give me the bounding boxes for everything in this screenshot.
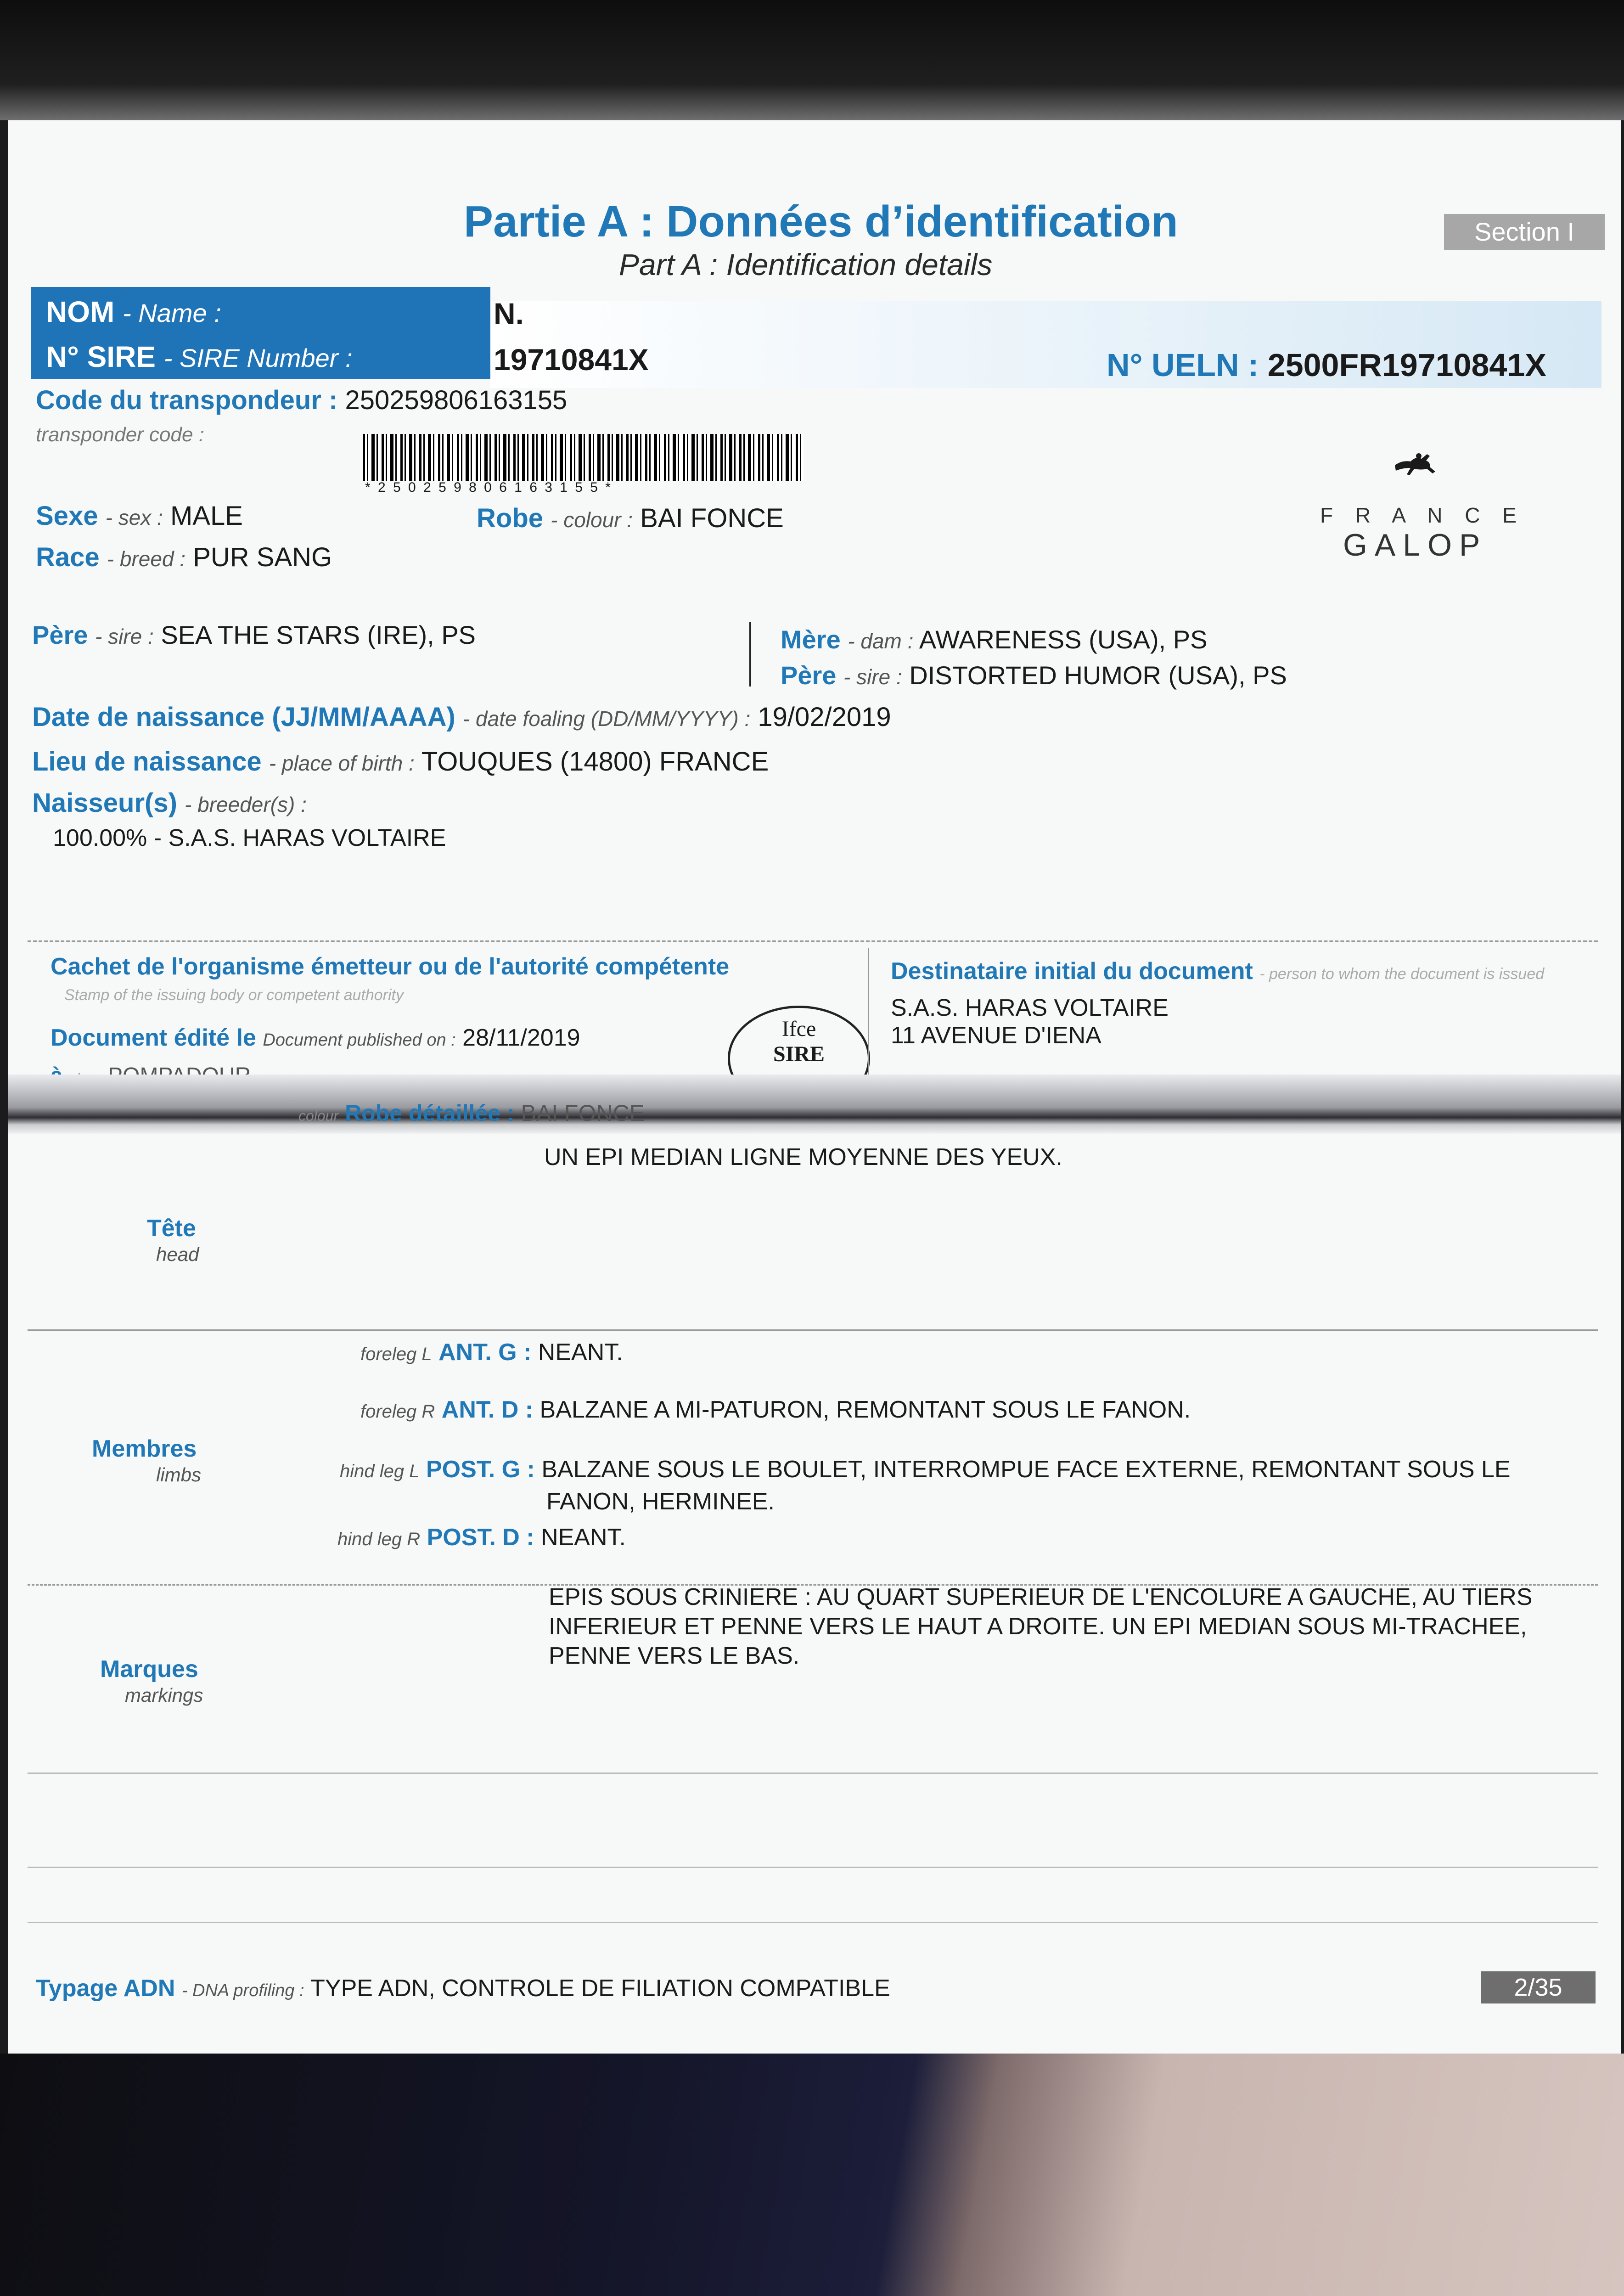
- limb-value-2-line2: FANON, HERMINEE.: [546, 1488, 775, 1515]
- limb-value-2: BALZANE SOUS LE BOULET, INTERROMPUE FACE EXTERNE, REMONTANT SOUS LE: [541, 1456, 1511, 1483]
- scan-top-edge: [0, 0, 1624, 120]
- limb-value-3: NEANT.: [541, 1524, 626, 1551]
- dna-label: Typage ADN: [36, 1975, 175, 2002]
- pedigree-divider: [749, 622, 751, 687]
- birth-place-value: TOUQUES (14800) FRANCE: [421, 747, 769, 777]
- issuer-divider: [868, 948, 869, 1077]
- published-value: 28/11/2019: [462, 1024, 580, 1051]
- section-divider: [28, 940, 1598, 942]
- dam-sire-value: DISTORTED HUMOR (USA), PS: [909, 661, 1287, 690]
- stamp-line1: Ifce: [781, 1017, 816, 1041]
- limb-code-3: POST. D :: [427, 1524, 534, 1551]
- scan-background-bottom: [0, 2054, 1624, 2296]
- head-label-en: head: [156, 1244, 199, 1265]
- recipient-label-en: - person to whom the document is issued: [1259, 965, 1545, 983]
- limbs-label-en: limbs: [156, 1464, 202, 1486]
- markings-line-2: INFERIEUR ET PENNE VERS LE HAUT A DROITE. UN EPI MEDIAN SOUS MI-TRACHEE,: [549, 1613, 1527, 1640]
- page-fold: [8, 1075, 1621, 1134]
- sire-parent-value: SEA THE STARS (IRE), PS: [161, 620, 476, 649]
- limbs-label: Membres: [92, 1435, 197, 1462]
- detailed-colour-label-en: colour: [298, 1108, 339, 1124]
- recipient-name: S.A.S. HARAS VOLTAIRE: [891, 995, 1169, 1021]
- recipient-address: 11 AVENUE D'IENA: [891, 1022, 1101, 1049]
- birth-date-label: Date de naissance (JJ/MM/AAAA): [32, 702, 455, 732]
- limb-code-0: ANT. G :: [438, 1339, 532, 1366]
- recipient-label: Destinataire initial du document: [891, 958, 1253, 985]
- colour-value: BAI FONCE: [640, 503, 784, 533]
- limb-value-0: NEANT.: [538, 1339, 623, 1366]
- ueln-label: N° UELN :: [1107, 347, 1259, 383]
- stamp-line2: SIRE: [773, 1042, 825, 1066]
- barcode-text: * 2 5 0 2 5 9 8 0 6 1 6 3 1 5 5 *: [365, 480, 613, 495]
- markings-divider-3: [28, 1922, 1598, 1923]
- limb-code-1: ANT. D :: [441, 1396, 534, 1423]
- sex-label: Sexe: [36, 501, 98, 531]
- limb-value-1: BALZANE A MI-PATURON, REMONTANT SOUS LE FANON.: [539, 1396, 1191, 1423]
- markings-label: Marques: [100, 1656, 198, 1683]
- birth-date-value: 19/02/2019: [758, 702, 891, 732]
- sex-value: MALE: [170, 501, 243, 531]
- dam-label: Mère: [781, 625, 841, 654]
- name-label: NOM: [46, 295, 115, 328]
- breeder-label-en: - breeder(s) :: [185, 793, 307, 816]
- name-label-en: - Name :: [123, 298, 221, 327]
- sire-value: 19710841X: [494, 343, 649, 377]
- transponder-value: 250259806163155: [345, 385, 568, 415]
- dam-sire-label-en: - sire :: [843, 665, 902, 689]
- markings-line-3: PENNE VERS LE BAS.: [549, 1643, 800, 1669]
- name-value: N.: [494, 297, 524, 331]
- markings-divider-2: [28, 1867, 1598, 1868]
- sire-parent-label-en: - sire :: [95, 625, 154, 648]
- logo-galop: GALOP: [1343, 528, 1488, 563]
- limb-en-3: hind leg R: [337, 1529, 421, 1549]
- limb-en-2: hind leg L: [340, 1461, 420, 1481]
- limb-en-0: foreleg L: [360, 1344, 432, 1364]
- dam-label-en: - dam :: [848, 629, 914, 653]
- birth-place-label: Lieu de naissance: [32, 747, 262, 777]
- page-title: Partie A : Données d’identification: [464, 197, 1178, 246]
- markings-divider-1: [28, 1773, 1598, 1774]
- transponder-label: Code du transpondeur :: [36, 385, 338, 415]
- stamp-label-en: Stamp of the issuing body or competent authority: [64, 986, 404, 1004]
- published-label: Document édité le: [51, 1024, 256, 1051]
- breed-label: Race: [36, 542, 100, 572]
- birth-place-label-en: - place of birth :: [269, 751, 415, 775]
- head-divider: [28, 1329, 1598, 1331]
- markings-label-en: markings: [125, 1684, 203, 1706]
- breeder-label: Naisseur(s): [32, 788, 177, 818]
- page-subtitle: Part A : Identification details: [619, 248, 993, 281]
- dna-label-en: - DNA profiling :: [181, 1981, 304, 2000]
- ueln-value: 2500FR19710841X: [1267, 347, 1546, 383]
- breed-label-en: - breed :: [107, 547, 186, 571]
- dam-sire-label: Père: [781, 661, 837, 690]
- sex-label-en: - sex :: [105, 506, 163, 529]
- galloping-horse-icon: [1391, 448, 1442, 480]
- head-label: Tête: [147, 1215, 196, 1242]
- breeder-value: 100.00% - S.A.S. HARAS VOLTAIRE: [53, 825, 446, 851]
- detailed-colour-label: Robe détaillée :: [345, 1100, 515, 1126]
- page-number-badge: 2/35: [1481, 1971, 1596, 2003]
- transponder-label-en: transponder code :: [36, 423, 204, 446]
- section-badge: Section I: [1444, 214, 1605, 250]
- logo-france: F R A N C E: [1320, 503, 1525, 527]
- sire-label-en: - SIRE Number :: [163, 343, 353, 372]
- colour-label-en: - colour :: [551, 508, 633, 532]
- limb-code-2: POST. G :: [426, 1456, 535, 1483]
- head-value: UN EPI MEDIAN LIGNE MOYENNE DES YEUX.: [544, 1144, 1062, 1171]
- dna-value: TYPE ADN, CONTROLE DE FILIATION COMPATIBLE: [310, 1975, 890, 2002]
- dam-value: AWARENESS (USA), PS: [919, 625, 1208, 654]
- colour-label: Robe: [477, 503, 543, 533]
- detailed-colour-value: BAI FONCE: [521, 1100, 645, 1126]
- published-label-en: Document published on :: [263, 1030, 456, 1050]
- sire-parent-label: Père: [32, 620, 88, 649]
- limb-en-1: foreleg R: [360, 1401, 435, 1422]
- transponder-barcode: [363, 434, 804, 481]
- stamp-label: Cachet de l'organisme émetteur ou de l'autorité compétente: [51, 953, 730, 980]
- breed-value: PUR SANG: [193, 542, 332, 572]
- sire-label: N° SIRE: [46, 340, 156, 373]
- birth-date-label-en: - date foaling (DD/MM/YYYY) :: [462, 707, 751, 731]
- markings-line-1: EPIS SOUS CRINIERE : AU QUART SUPERIEUR DE L'ENCOLURE A GAUCHE, AU TIERS: [549, 1584, 1533, 1610]
